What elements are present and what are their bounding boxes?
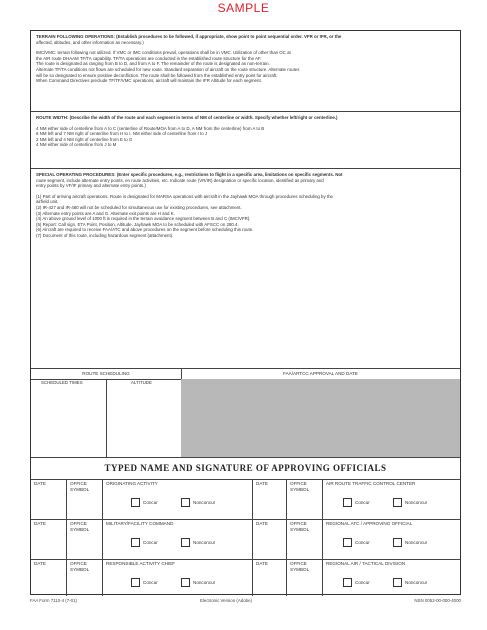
office-symbol-label: OFFICE SYMBOL bbox=[70, 561, 90, 572]
office-symbol-label: OFFICE SYMBOL bbox=[70, 521, 90, 532]
activity-label: REGIONAL ATC / APPROVING OFFICIAL bbox=[326, 521, 413, 526]
concur-checkbox[interactable]: Concur bbox=[131, 538, 158, 547]
special-line: (3) Alternate entry points are A and G. Alternate exit points are H and K. bbox=[36, 210, 175, 216]
route-width-line: ROUTE WIDTH: (Describe the width of the route and each segment in terms of NM of centerline or width. Specify whether left/right or centerline.) bbox=[36, 115, 338, 120]
route-width-line: 6 NM left and 7 NM right of centerline from H to I. NM either side of centerline from I to J bbox=[36, 131, 208, 137]
faa-approval-shaded-area bbox=[181, 379, 460, 457]
concur-checkbox[interactable]: Concur bbox=[343, 538, 370, 547]
activity-label: MILITARY/FACILITY COMMAND bbox=[106, 521, 174, 526]
concur-checkbox[interactable]: Concur bbox=[343, 498, 370, 507]
office-symbol-label: OFFICE SYMBOL bbox=[70, 481, 90, 492]
signature-row bbox=[31, 519, 460, 560]
terrain-line: Alternate TF/TA conditions not flown are scheduled for new route. Standard separation of aircraft on the route structure. Alternate routes bbox=[36, 66, 300, 72]
special-line: route segment, include alternate entry points, en route activities, etc. Indicate route (VR/IR) designation or specific location, identified as primary and bbox=[36, 177, 324, 183]
terrain-line: affected, altitudes, and other information as necessary.) bbox=[36, 39, 144, 45]
route-width-line: 4 NM either side of centerline from J to M bbox=[36, 142, 117, 148]
special-line: (5) Report: Call sign, ETA Point, Position, Altitude. Jayhawk MOA to be scheduled with AFSCC on 280.4. bbox=[36, 221, 239, 227]
nonconcur-checkbox[interactable]: Nonconcur bbox=[393, 498, 427, 507]
special-line: (4) An above ground level of 1000 ft is required in the terrain avoidance segment between B and C (IMC/VFR). bbox=[36, 216, 251, 222]
signature-title: TYPED NAME AND SIGNATURE OF APPROVING OFFICIALS bbox=[31, 457, 460, 480]
terrain-line: The route is designated as ranging from B to D, and from A to F. The remainder of the route is designated as non-terrain. bbox=[36, 61, 270, 67]
terrain-following-section bbox=[31, 31, 460, 112]
special-line: (7) Document of this route, including hazardous segment (attachment). bbox=[36, 232, 174, 238]
route-width-section bbox=[31, 112, 460, 169]
terrain-line: When Command Directives preclude TF/TF/VMC operations, aircraft will maintain the IFR Altitude for each segment. bbox=[36, 78, 262, 84]
nonconcur-checkbox[interactable]: Nonconcur bbox=[393, 538, 427, 547]
electronic-version-note: Electronic Version (Adobe) bbox=[200, 598, 252, 603]
office-symbol-label: OFFICE SYMBOL bbox=[290, 521, 310, 532]
scheduled-times-label: SCHEDULED TIMES bbox=[41, 380, 83, 385]
faa-approval-block bbox=[181, 369, 460, 457]
route-scheduling-header: ROUTE SCHEDULING bbox=[31, 369, 181, 380]
date-label: DATE bbox=[256, 481, 268, 486]
special-line: entry points by VF/IF primary and alternate entry points.) bbox=[36, 183, 146, 189]
special-line: (1) Part of arriving aircraft operations. Route is designated for MARSA operations with aircraft in the Jayhawk MOA through procedures scheduling by the bbox=[36, 193, 334, 199]
date-label: DATE bbox=[256, 561, 268, 566]
route-width-line: 4 NM either side of centerline from A to C (centerline of Route/MOA from A to D, A NM from the centerline) from A to B bbox=[36, 125, 265, 131]
activity-label: ORIGINATING ACTIVITY bbox=[106, 481, 158, 486]
concur-checkbox[interactable]: Concur bbox=[131, 498, 158, 507]
terrain-line: will be so designated to ensure positive deconfliction. The route shall be followed from the established entry point for aircraft. bbox=[36, 72, 278, 78]
signature-row bbox=[31, 559, 460, 596]
terrain-line: TERRAIN FOLLOWING OPERATIONS: (Establish procedures to be followed, if appropriate, show point to point sequential order. VFR or IFR, or the bbox=[36, 34, 342, 39]
date-label: DATE bbox=[34, 521, 46, 526]
special-line: airfield unit. bbox=[36, 199, 59, 205]
activity-label: RESPONSIBLE ACTIVITY CHIEF bbox=[106, 561, 176, 566]
signature-row bbox=[31, 479, 460, 520]
form-footer bbox=[30, 598, 461, 606]
terrain-line: IMC/VMC: terrain following not utilized. If VMC or IMC conditions prevail, operations shall be in VMC. Utilization of other than OC at bbox=[36, 50, 291, 56]
route-scheduling-block bbox=[31, 369, 182, 457]
terrain-line: the AIR route DHAAM TF/TA capability. TF/TA operations are conducted in the established route structure for the AF. bbox=[36, 55, 262, 61]
date-label: DATE bbox=[34, 481, 46, 486]
date-label: DATE bbox=[256, 521, 268, 526]
special-line: SPECIAL OPERATING PROCEDURES: (Enter specific procedures, e.g., restrictions to flight in a specific area, limitations on specific segments. Not bbox=[36, 172, 343, 177]
faa-approval-header: FAA/ARTCC APPROVAL AND DATE bbox=[181, 369, 460, 380]
concur-checkbox[interactable]: Concur bbox=[131, 578, 158, 587]
office-symbol-label: OFFICE SYMBOL bbox=[290, 561, 310, 572]
nonconcur-checkbox[interactable]: Nonconcur bbox=[393, 578, 427, 587]
special-operating-section bbox=[31, 169, 460, 369]
nonconcur-checkbox[interactable]: Nonconcur bbox=[181, 538, 215, 547]
nonconcur-checkbox[interactable]: Nonconcur bbox=[181, 498, 215, 507]
concur-checkbox[interactable]: Concur bbox=[343, 578, 370, 587]
form-number: FAA Form 7110-4 (7-01) bbox=[30, 598, 78, 603]
office-symbol-label: OFFICE SYMBOL bbox=[290, 481, 310, 492]
nsn-number: NSN 0052-00-000-4000 bbox=[414, 598, 461, 603]
sample-watermark: SAMPLE bbox=[217, 1, 270, 15]
nonconcur-checkbox[interactable]: Nonconcur bbox=[181, 578, 215, 587]
approval-section bbox=[31, 369, 460, 458]
date-label: DATE bbox=[34, 561, 46, 566]
special-line: (2) IR-427 and IR-480 will not be scheduled for simultaneous use for existing procedures, see attachment. bbox=[36, 204, 242, 210]
special-line: (6) Aircraft are required to receive FAA/ATC and above procedures on the segment before scheduling this route. bbox=[36, 227, 254, 233]
route-width-line: 2 NM left and 4 NM right of centerline from E to G bbox=[36, 136, 133, 142]
route-form bbox=[30, 30, 461, 595]
activity-label: REGIONAL AIR / TACTICAL DIVISION bbox=[326, 561, 406, 566]
altitude-label: ALTITUDE bbox=[131, 380, 152, 385]
activity-label: AIR ROUTE TRAFFIC CONTROL CENTER bbox=[326, 481, 416, 486]
